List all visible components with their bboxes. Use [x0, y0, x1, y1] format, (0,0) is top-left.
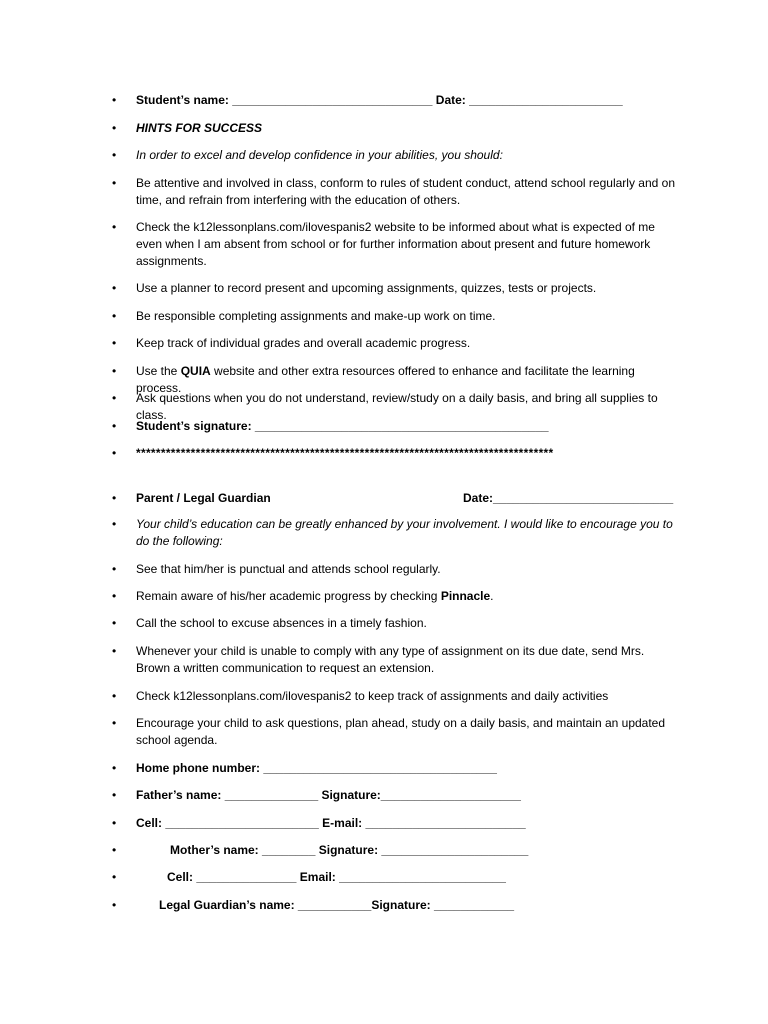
- cell-email-field[interactable]: Cell: _______________________ E-mail: ________________________: [136, 816, 526, 830]
- bullet: •: [112, 419, 117, 433]
- hints-intro: In order to excel and develop confidence in your abilities, you should:: [136, 148, 503, 162]
- bullet: •: [112, 121, 117, 135]
- bullet: •: [112, 816, 117, 830]
- bullet: •: [112, 176, 117, 190]
- bullet: •: [112, 761, 117, 775]
- bullet: •: [112, 562, 117, 576]
- parent-date-field[interactable]: Date:___________________________: [463, 491, 674, 505]
- mother-cell-field[interactable]: Cell: _______________ Email: _________________________: [167, 870, 506, 884]
- pinnacle-bold: Pinnacle: [440, 589, 491, 603]
- asterisk-divider: ************************************************************************************: [136, 446, 554, 460]
- parent-item-text: Call the school to excuse absences in a timely fashion.: [136, 616, 427, 630]
- bullet: •: [112, 281, 117, 295]
- bullet: •: [112, 309, 117, 323]
- bullet: •: [112, 644, 117, 658]
- bullet: •: [112, 364, 117, 378]
- student-name-field[interactable]: Student’s name: ______________________________ Date: _______________________: [136, 93, 623, 107]
- pinnacle-after: .: [490, 589, 494, 603]
- pinnacle-before: Remain aware of his/her academic progress by checking: [136, 589, 441, 603]
- hint-text: Ask questions when you do not understand, review/study on a daily basis, and bring all supplies to class.: [136, 391, 658, 422]
- parent-title: Parent / Legal Guardian: [136, 491, 271, 505]
- bullet: •: [112, 491, 117, 505]
- bullet: •: [112, 843, 117, 857]
- parent-item-text: Check k12lessonplans.com/ilovespanis2 to keep track of assignments and daily activities: [136, 689, 609, 703]
- parent-item-pinnacle: [136, 588, 681, 605]
- bullet: •: [112, 716, 117, 730]
- student-signature-field[interactable]: Student’s signature: ____________________________________________: [136, 419, 549, 433]
- bullet: •: [112, 870, 117, 884]
- parent-item-text: See that him/her is punctual and attends school regularly.: [136, 562, 441, 576]
- parent-item-text: Encourage your child to ask questions, plan ahead, study on a daily basis, and maintain an updated school agenda.: [136, 716, 666, 747]
- quia-bold: QUIA: [180, 364, 211, 378]
- bullet: •: [112, 689, 117, 703]
- hint-text: Be attentive and involved in class, conform to rules of student conduct, attend school regularly and on time, and refrain from interfering with the education of others.: [136, 176, 675, 207]
- bullet: •: [112, 336, 117, 350]
- parent-intro: Your child’s education can be greatly enhanced by your involvement. I would like to encourage you to do the following:: [136, 517, 673, 548]
- hint-text: Check the k12lessonplans.com/ilovespanis2 website to be informed about what is expected of me even when I am absent from school or for further information about present and future homework assignments.: [136, 220, 655, 268]
- home-phone-field[interactable]: Home phone number: ___________________________________: [136, 761, 497, 775]
- hint-text: Be responsible completing assignments and make-up work on time.: [136, 309, 496, 323]
- bullet: •: [112, 517, 117, 531]
- bullet: •: [112, 589, 117, 603]
- bullet: •: [112, 148, 117, 162]
- bullet: •: [112, 93, 117, 107]
- parent-item-text: Whenever your child is unable to comply with any type of assignment on its due date, send Mrs. Brown a written communication to request an extension.: [136, 644, 645, 675]
- mother-name-field[interactable]: Mother’s name: ________ Signature: ______________________: [170, 843, 529, 857]
- bullet: •: [112, 220, 117, 234]
- quia-after: website and other extra resources offered to enhance and facilitate the learning process.: [136, 364, 635, 395]
- guardian-name-field[interactable]: Legal Guardian’s name: ___________Signature: ____________: [159, 898, 515, 912]
- quia-before: Use the: [136, 364, 181, 378]
- hint-text: Use a planner to record present and upcoming assignments, quizzes, tests or projects.: [136, 281, 597, 295]
- bullet: •: [112, 616, 117, 630]
- bullet: •: [112, 391, 117, 405]
- bullet: •: [112, 788, 117, 802]
- bullet: •: [112, 898, 117, 912]
- bullet: •: [112, 446, 117, 460]
- hints-title: HINTS FOR SUCCESS: [136, 121, 263, 135]
- hint-text: Keep track of individual grades and overall academic progress.: [136, 336, 471, 350]
- father-name-field[interactable]: Father’s name: ______________ Signature:_____________________: [136, 788, 521, 802]
